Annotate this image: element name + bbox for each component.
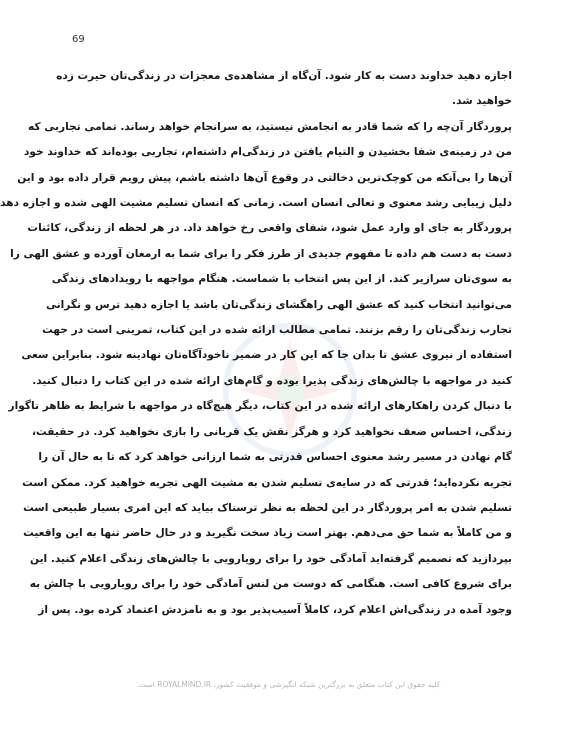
text-line: کنید در مواجهه با چالش‌های زندگی پذیرا بوده و گام‌های ارائه شده در این کتاب را دنبال کنید. — [32, 374, 512, 387]
text-line: گام نهادن در مسیر رشد معنوی احساس قدرتی به شما ارزانی خواهد کرد که تا به حال آن را — [38, 451, 512, 464]
text-line: بپردازید که تصمیم گرفته‌اید آمادگی خود را برای رویارویی با چالش‌های زندگی اعلام کنید. این — [30, 552, 512, 565]
text-line: اجازه دهید خداوند دست به کار شود. آن‌گاه از مشاهده‌ی معجزات در زندگی‌تان حیرت زده — [56, 70, 512, 82]
text-line: پروردگار آن‌چه را که شما قادر به انجامش نیستید، به سرانجام خواهد رساند. تمامی تجاربی که — [28, 120, 512, 133]
text-line: من در زمینه‌ی شفا بخشیدن و التیام یافتن در زندگی‌ام داشته‌ام، تجاربی بوده‌اند که خداوند خود — [23, 146, 512, 159]
text-line: پروردگار به جای او وارد عمل شود، شفای واقعی رخ خواهد داد. در هر لحظه از زندگی، کائنات — [27, 222, 512, 235]
copyright-footer: کلیه حقوق این کتاب متعلق به بزرگترین شبکه انگیزشی و موفقیت کشور، ROYALMIND.IR است. — [136, 680, 441, 689]
text-line: وجود آمده در زندگی‌اش اعلام کرد، کاملاً آسیب‌پذیر بود و به نامزدش اعتماد کرده بود. پس از — [38, 603, 512, 616]
text-line: می‌توانید انتخاب کنید که عشق الهی راهگشای زندگی‌تان باشد یا اجازه دهید ترس و نگرانی — [45, 298, 512, 311]
body-text — [0, 64, 512, 623]
text-line: دست به دست هم داده تا مفهوم جدیدی از طرز فکر را برای شما به ارمغان آورده و عشق الهی را — [10, 247, 512, 260]
text-line: با دنبال کردن راهکارهای ارائه شده در این کتاب، دیگر هیچ‌گاه در مواجهه با شرایط به ظاهر ناگوار — [8, 400, 512, 413]
text-line: تجارب زندگی‌تان را رقم بزنند. تمامی مطالب ارائه شده در این کتاب، تمرینی است در جهت — [42, 324, 512, 337]
text-line: به سوی‌تان سرازیر کند. از این پس انتخاب با شماست. هنگام مواجهه با رویدادهای زندگی — [51, 273, 512, 286]
text-line: استفاده از نیروی عشق تا بدان جا که این کار در ضمیر ناخودآگاه‌تان نهادینه شود. بنابراین سعی — [21, 349, 512, 362]
text-line: و من کاملاً به شما حق می‌دهم. بهتر است زیاد سخت نگیرید و در حال حاضر تنها به این واقعیت — [23, 527, 512, 540]
page-number: 69 — [72, 34, 85, 45]
text-line: دلیل زیبایی رشد معنوی و تعالی انسان است. زمانی که انسان تسلیم مشیت الهی شده و اجازه دهد — [0, 197, 512, 210]
text-line: تسلیم شدن به امر پروردگار در این لحظه به نظر ترسناک بیاید که این امری بسیار طبیعی است — [23, 501, 512, 514]
text-line: خواهید شد. — [452, 95, 512, 108]
text-line: زندگی، احساس ضعف نخواهید کرد و هرگز نقش یک قربانی را بازی نخواهید کرد. در حقیقت، — [32, 425, 512, 438]
book-page — [2, 0, 575, 741]
text-line: آن‌ها را بی‌آنکه من کوچک‌ترین دخالتی در وقوع آن‌ها داشته باشم، پیش رویم قرار داده بود و این — [17, 171, 512, 184]
text-line: تجربه نکرده‌اید؛ قدرتی که در سایه‌ی تسلیم شدن به مشیت الهی تجربه خواهید کرد. ممکن است — [22, 476, 512, 489]
text-line: برای شروع کافی است. هنگامی که دوست من لنس آمادگی خود را برای رویارویی با چالش به — [29, 578, 512, 591]
